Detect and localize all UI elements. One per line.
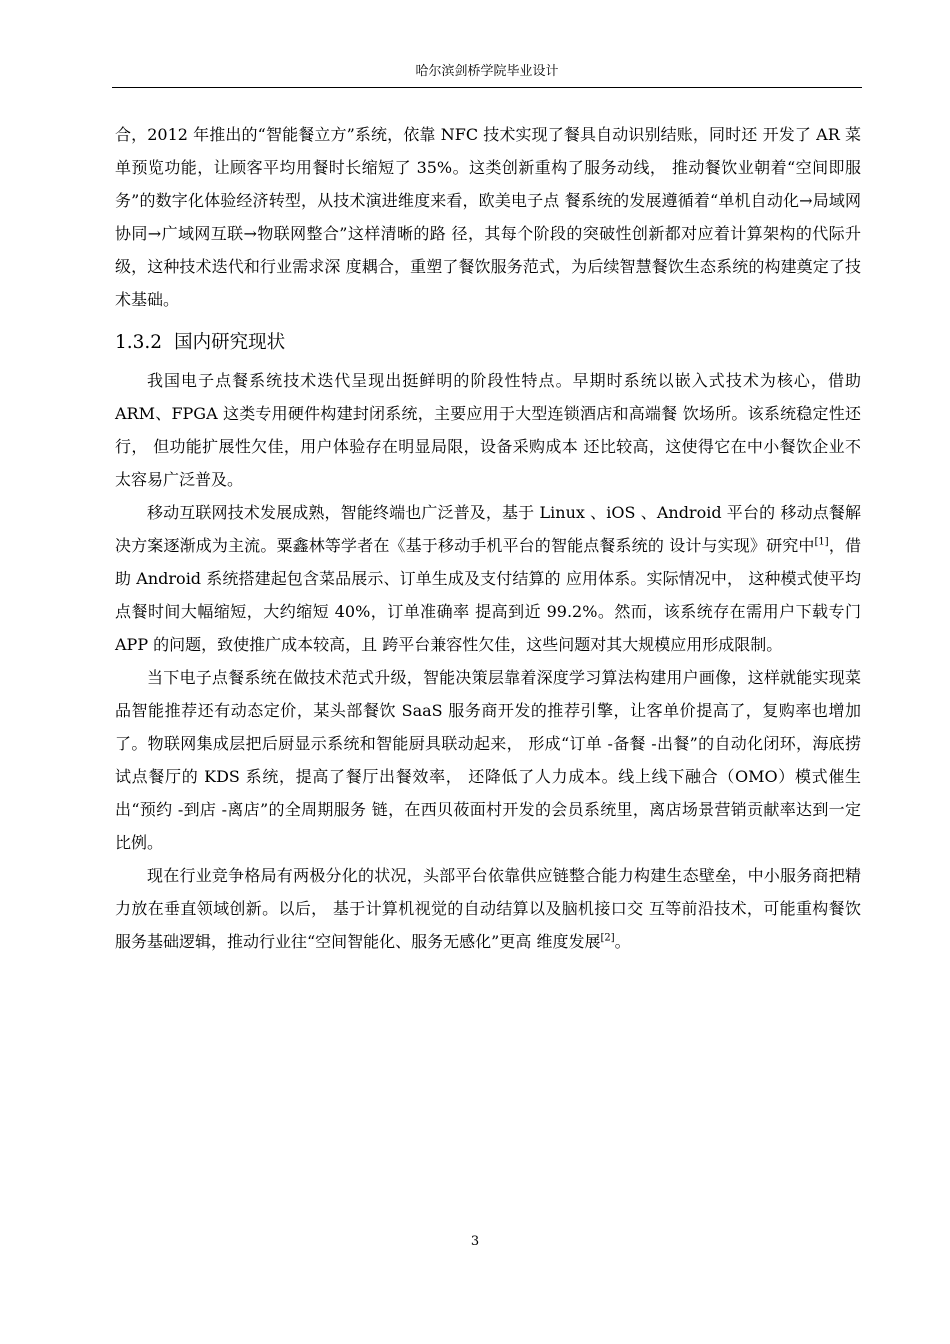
paragraph-2-text-b: ，借助 Android 系统搭建起包含菜品展示、订单生成及支付结算的 应用体系。实际情况中， 这种模式使平均点餐时间大幅缩短，大约缩短 40%，订单准确率 提高到近 99.2%。然而，该系统存在需用户下载专门 APP 的问题，致使推广成本较高，且 跨平台兼容性欠佳，这些问题对其大规模应用形成限制。 [115,536,861,654]
page-header: 哈尔滨剑桥学院毕业设计 [415,64,559,79]
paragraph-4-text-b: 。 [614,932,631,951]
paragraph-1: 我国电子点餐系统技术迭代呈现出挺鲜明的阶段性特点。早期时系统以嵌入式技术为核心，借助 ARM、FPGA 这类专用硬件构建封闭系统，主要应用于大型连锁酒店和高端餐 饮场所。该系统稳定性还行， 但功能扩展性欠佳，用户体验存在明显局限，设备采购成本 还比较高，这使得它在中小餐饮企业不太容易广泛普及。 [115,371,861,489]
document-body [115,118,861,958]
paragraph-continued: 合，2012 年推出的“智能餐立方”系统，依靠 NFC 技术实现了餐具自动识别结账，同时还 开发了 AR 菜单预览功能，让顾客平均用餐时长缩短了 35%。这类创新重构了服务动线， 推动餐饮业朝着“空间即服务”的数字化体验经济转型，从技术演进维度来看，欧美电子点 餐系统的发展遵循着“单机自动化→局域网协同→广域网互联→物联网整合”这样清晰的路 径，其每个阶段的突破性创新都对应着计算架构的代际升级，这种技术迭代和行业需求深 度耦合，重塑了餐饮服务范式，为后续智慧餐饮生态系统的构建奠定了技术基础。 [115,125,861,309]
paragraph-2-text-a: 移动互联网技术发展成熟，智能终端也广泛普及，基于 Linux 、iOS 、Android 平台的 移动点餐解决方案逐渐成为主流。粟鑫林等学者在《基于移动手机平台的智能点餐系统的 设计与实现》研究中 [115,503,861,555]
section-title: 国内研究现状 [174,332,286,353]
header-rule [112,87,862,88]
section-number: 1.3.2 [115,332,163,353]
paragraph-4 [115,859,861,958]
paragraph-3: 当下电子点餐系统在做技术范式升级，智能决策层靠着深度学习算法构建用户画像，这样就能实现菜品智能推荐还有动态定价，某头部餐饮 SaaS 服务商开发的推荐引擎，让客单价提高了，复购率也增加了。物联网集成层把后厨显示系统和智能厨具联动起来， 形成“订单 -备餐 -出餐”的自动化闭环，海底捞试点餐厅的 KDS 系统，提高了餐厅出餐效率， 还降低了人力成本。线上线下融合（OMO）模式催生出“预约 -到店 -离店”的全周期服务 链，在西贝莜面村开发的会员系统里，离店场景营销贡献率达到一定比例。 [115,668,861,852]
page-number: 3 [470,1234,480,1249]
citation-2[interactable]: [2] [600,932,615,944]
section-heading [115,328,861,358]
citation-1[interactable]: [1] [814,536,829,548]
paragraph-4-text-a: 现在行业竞争格局有两极分化的状况，头部平台依靠供应链整合能力构建生态壁垒，中小服务商把精力放在垂直领域创新。以后， 基于计算机视觉的自动结算以及脑机接口交 互等前沿技术，可能重构餐饮服务基础逻辑，推动行业往“空间智能化、服务无感化”更高 维度发展 [115,866,861,951]
paragraph-2 [115,496,861,661]
